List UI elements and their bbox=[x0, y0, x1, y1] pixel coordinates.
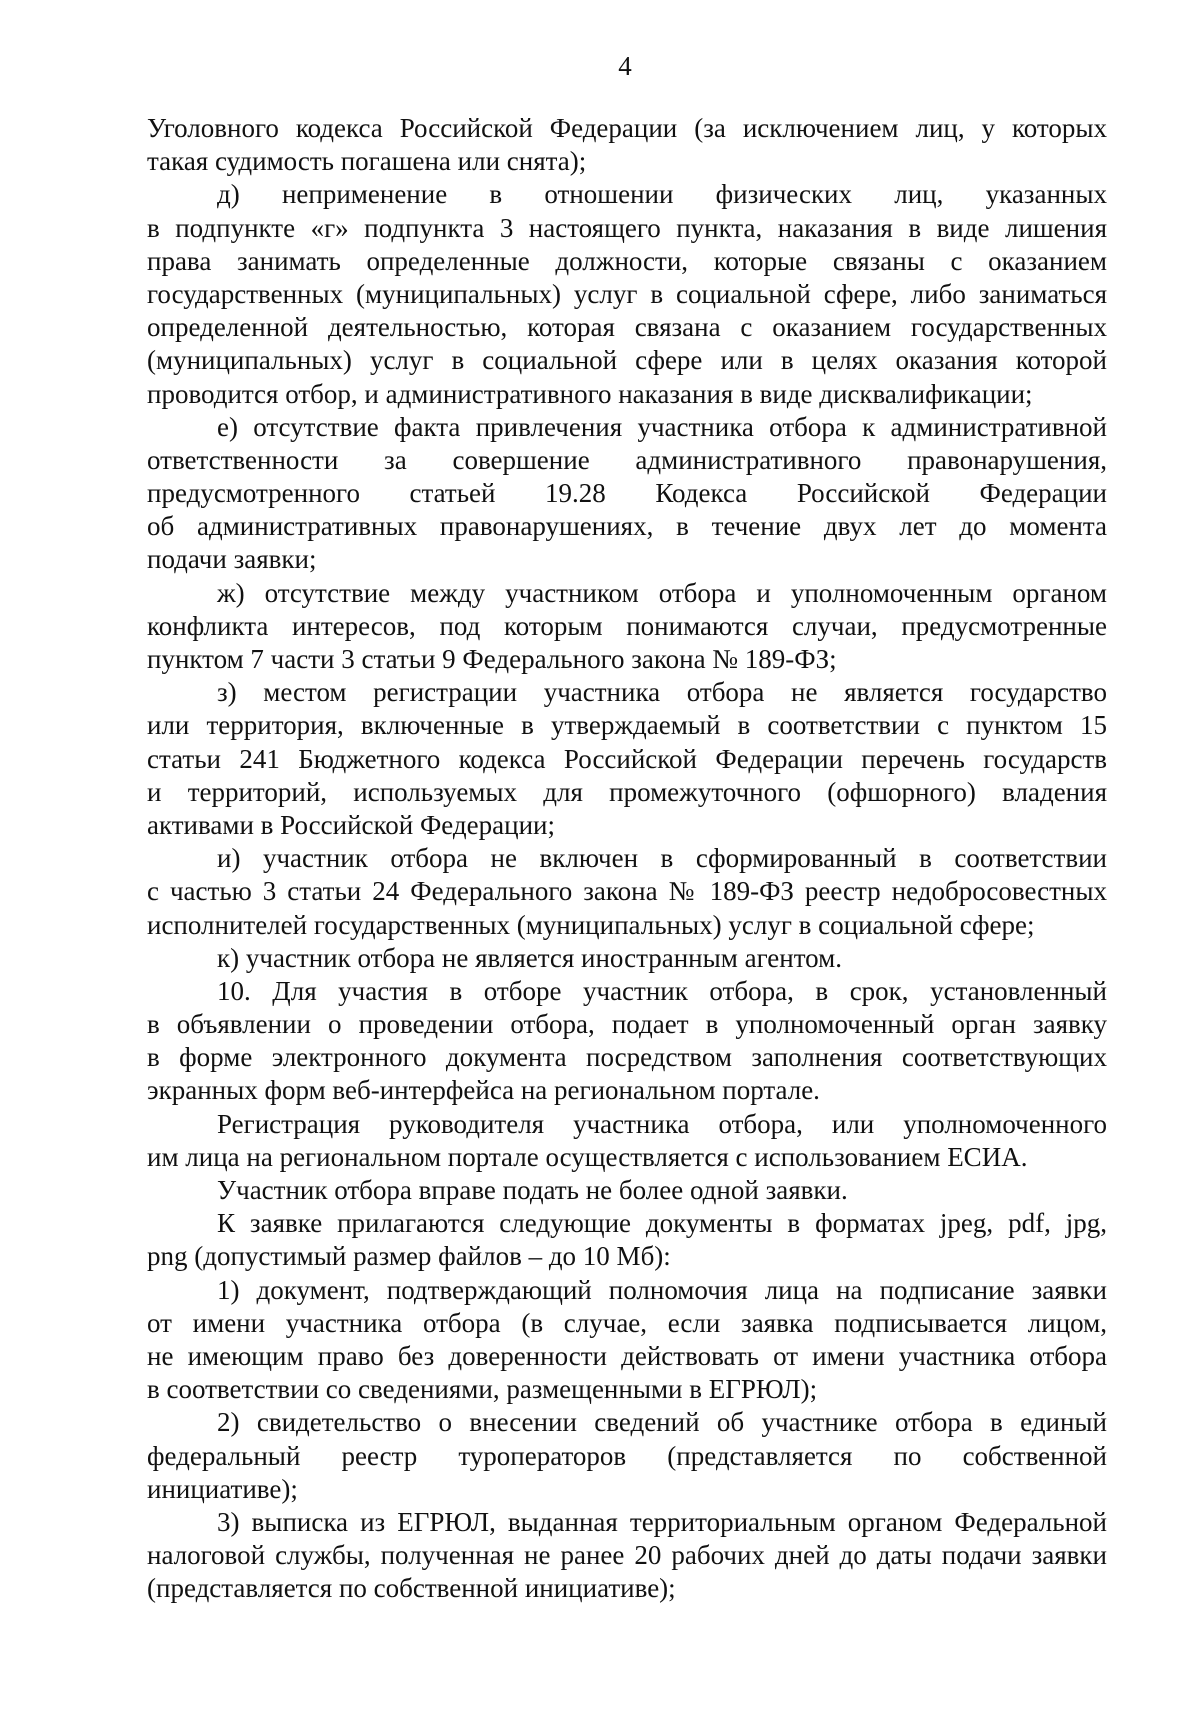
page-number: 4 bbox=[618, 51, 632, 81]
text-line: К заявке прилагаются следующие документы в форматах jpeg, pdf, jpg, bbox=[217, 1208, 1107, 1239]
paragraph bbox=[147, 1506, 1107, 1606]
text-line: Уголовного кодекса Российской Федерации (за исключением лиц, у которых bbox=[147, 113, 1107, 143]
paragraph bbox=[147, 942, 1107, 975]
text-line: подачи заявки; bbox=[147, 544, 317, 575]
text-line: в объявлении о проведении отбора, подает в уполномоченный орган заявку bbox=[147, 1009, 1107, 1040]
text-line: инициативе); bbox=[147, 1473, 298, 1504]
text-line: 10. Для участия в отборе участник отбора, в срок, установленный bbox=[217, 975, 1107, 1006]
text-line: с частью 3 статьи 24 Федерального закона № 189-ФЗ реестр недобросовестных bbox=[147, 876, 1107, 907]
text-line: проводится отбор, и административного наказания в виде дисквалификации; bbox=[147, 378, 1033, 409]
paragraph bbox=[147, 975, 1107, 1108]
text-line: права занимать определенные должности, которые связаны с оказанием bbox=[147, 245, 1107, 276]
paragraph bbox=[147, 411, 1107, 577]
text-line: е) отсутствие факта привлечения участника отбора к административной bbox=[217, 411, 1107, 442]
text-line: федеральный реестр туроператоров (представляется по собственной bbox=[147, 1440, 1107, 1471]
text-line: предусмотренного статьей 19.28 Кодекса Российской Федерации bbox=[147, 478, 1107, 509]
text-line: экранных форм веб-интерфейса на региональном портале. bbox=[147, 1075, 820, 1106]
text-line: (представляется по собственной инициативе); bbox=[147, 1573, 676, 1604]
text-line: и) участник отбора не включен в сформированный в соответствии bbox=[217, 843, 1107, 874]
text-line: налоговой службы, полученная не ранее 20 рабочих дней до даты подачи заявки bbox=[147, 1540, 1107, 1571]
paragraph bbox=[147, 178, 1107, 410]
paragraph bbox=[147, 577, 1107, 677]
text-line: к) участник отбора не является иностранным агентом. bbox=[217, 942, 842, 973]
paragraph bbox=[147, 112, 1107, 178]
text-line: д) неприменение в отношении физических лиц, указанных bbox=[217, 179, 1107, 210]
text-line: исполнителей государственных (муниципальных) услуг в социальной сфере; bbox=[147, 909, 1035, 940]
text-line: png (допустимый размер файлов – до 10 Мб): bbox=[147, 1241, 671, 1272]
text-line: в форме электронного документа посредством заполнения соответствующих bbox=[147, 1042, 1107, 1073]
text-line: 1) документ, подтверждающий полномочия лица на подписание заявки bbox=[217, 1274, 1107, 1305]
paragraph bbox=[147, 1406, 1107, 1506]
text-line: не имеющим право без доверенности действовать от имени участника отбора bbox=[147, 1340, 1107, 1371]
text-line: пунктом 7 части 3 статьи 9 Федерального закона № 189-ФЗ; bbox=[147, 644, 837, 674]
text-line: такая судимость погашена или снята); bbox=[147, 146, 587, 177]
text-line: статьи 241 Бюджетного кодекса Российской Федерации перечень государств bbox=[147, 743, 1107, 774]
text-line: в подпункте «г» подпункта 3 настоящего пункта, наказания в виде лишения bbox=[147, 212, 1107, 243]
text-line: ответственности за совершение административного правонарушения, bbox=[147, 444, 1107, 475]
paragraph bbox=[147, 1274, 1107, 1407]
paragraph bbox=[147, 842, 1107, 942]
text-line: государственных (муниципальных) услуг в социальной сфере, либо заниматься bbox=[147, 278, 1107, 309]
text-line: Регистрация руководителя участника отбора, или уполномоченного bbox=[217, 1108, 1107, 1139]
text-line: активами в Российской Федерации; bbox=[147, 809, 555, 840]
text-line: и территорий, используемых для промежуточного (офшорного) владения bbox=[147, 776, 1107, 807]
document-body bbox=[147, 112, 1107, 1605]
text-line: ж) отсутствие между участником отбора и уполномоченным органом bbox=[217, 577, 1107, 608]
text-line: определенной деятельностью, которая связана с оказанием государственных bbox=[147, 312, 1107, 343]
text-line: (муниципальных) услуг в социальной сфере или в целях оказания которой bbox=[147, 345, 1107, 376]
text-line: в соответствии со сведениями, размещенными в ЕГРЮЛ); bbox=[147, 1374, 818, 1405]
paragraph bbox=[147, 1108, 1107, 1174]
text-line: Участник отбора вправе подать не более одной заявки. bbox=[217, 1175, 848, 1205]
text-line: з) местом регистрации участника отбора не является государство bbox=[217, 677, 1107, 708]
text-line: конфликта интересов, под которым понимаются случаи, предусмотренные bbox=[147, 610, 1107, 641]
text-line: или территория, включенные в утверждаемый в соответствии с пунктом 15 bbox=[147, 710, 1107, 741]
paragraph bbox=[147, 1207, 1107, 1273]
text-line: 3) выписка из ЕГРЮЛ, выданная территориальным органом Федеральной bbox=[217, 1506, 1107, 1537]
paragraph bbox=[147, 1174, 1107, 1207]
paragraph bbox=[147, 676, 1107, 842]
text-line: об административных правонарушениях, в течение двух лет до момента bbox=[147, 511, 1107, 542]
text-line: им лица на региональном портале осуществляется с использованием ЕСИА. bbox=[147, 1141, 1028, 1172]
text-line: 2) свидетельство о внесении сведений об участнике отбора в единый bbox=[217, 1407, 1107, 1438]
text-line: от имени участника отбора (в случае, если заявка подписывается лицом, bbox=[147, 1307, 1107, 1338]
